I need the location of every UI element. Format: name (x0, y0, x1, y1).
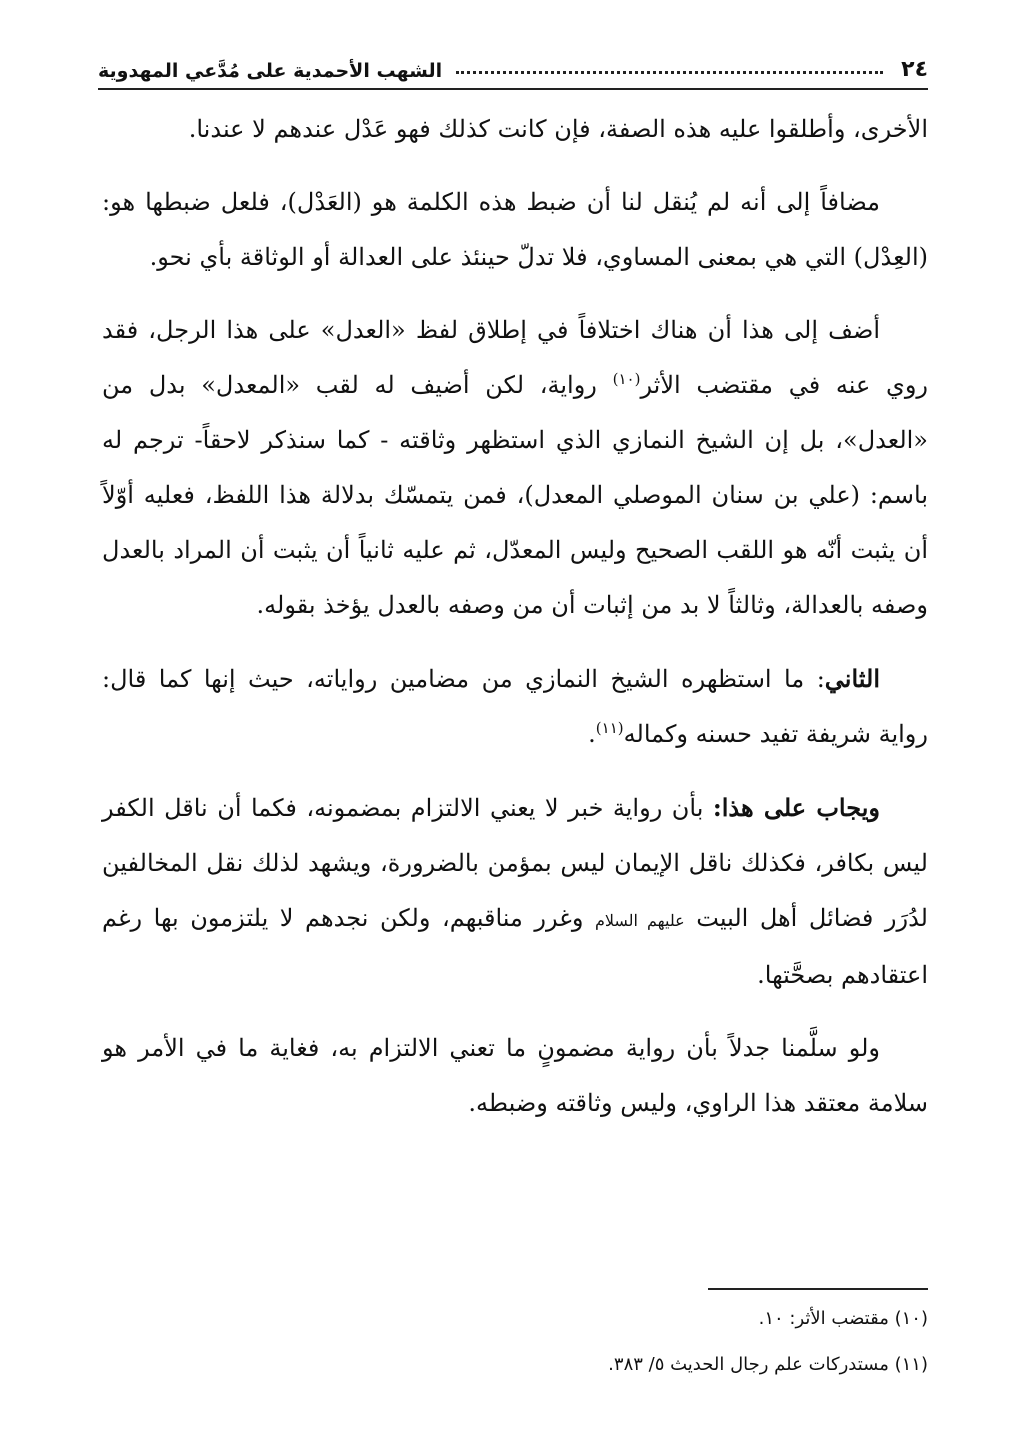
paragraph-text: بأن رواية خبر لا يعني الالتزام بمضمونه، فكما أن ناقل الكفر ليس بكافر، فكذلك ناقل الإيمان ليس بمؤمن بالضرورة، ويشهد لذلك نقل المخالفين لدُرَر فضائل أهل البيت (102, 794, 928, 932)
bold-term: ويجاب على هذا: (712, 793, 880, 822)
paragraph-5 (102, 780, 928, 1003)
footnote-ref-10[interactable]: (١٠) (612, 370, 641, 388)
bold-term: الثاني (824, 664, 881, 693)
body-text (102, 102, 928, 1149)
paragraph-text: وغرر مناقبهم، ولكن نجدهم لا يلتزمون بها رغم اعتقادهم بصحَّتها. (102, 904, 928, 989)
footnote-text: مستدركات علم رجال الحديث ٥/ ٣٨٣. (608, 1354, 889, 1375)
running-title: الشهب الأحمدية على مُدَّعي المهدوية (98, 60, 443, 82)
footnote-11 (102, 1342, 928, 1388)
paragraph-text: رواية، لكن أضيف له لقب «المعدل» بدل من «العدل»، بل إن الشيخ النمازي الذي استظهر وثاقته - كما سنذكر لاحقاً- ترجم له باسم: (علي بن سنان الموصلي المعدل)، فمن يتمسّك بدلالة هذا اللفظ، فعليه أوّلاً أن يثبت أنّه هو اللقب الصحيح وليس المعدّل، ثم عليه ثانياً أن يثبت أن المراد بالعدل وصفه بالعدالة، وثالثاً لا بد من إثبات أن من وصفه بالعدل يؤخذ بقوله. (102, 371, 928, 619)
footnote-number: (١١) (894, 1354, 928, 1375)
paragraph-text: . (588, 720, 596, 748)
footnote-number: (١٠) (894, 1308, 928, 1329)
page-number: ٢٤ (901, 57, 928, 82)
footnotes (102, 1296, 928, 1388)
paragraph-2 (102, 175, 928, 285)
paragraph-6 (102, 1021, 928, 1131)
paragraph-1 (102, 102, 928, 157)
header-dot-leader (456, 71, 883, 74)
paragraph-text: أضف إلى هذا أن هناك اختلافاً في إطلاق لفظ «العدل» على هذا الرجل، فقد روي عنه في مقتضب الأثر (102, 316, 929, 399)
paragraph-4 (102, 651, 928, 762)
running-header (98, 42, 928, 82)
footnote-10 (102, 1296, 928, 1342)
paragraph-text: مضافاً إلى أنه لم يُنقل لنا أن ضبط هذه الكلمة هو (العَدْل)، فلعل ضبطها هو: (العِدْل) التي هي بمعنى المساوي، فلا تدلّ حينئذ على العدالة أو الوثاقة بأي نحو. (102, 188, 928, 271)
footnote-ref-11[interactable]: (١١) (595, 719, 624, 737)
footnote-separator (708, 1288, 928, 1290)
paragraph-text: : ما استظهره الشيخ النمازي من مضامين رواياته، حيث إنها كما قال: رواية شريفة تفيد حسنه وكماله (102, 665, 928, 748)
paragraph-text: الأخرى، وأطلقوا عليه هذه الصفة، فإن كانت كذلك فهو عَدْل عندهم لا عندنا. (188, 115, 928, 143)
paragraph-3 (102, 303, 928, 633)
paragraph-text: ولو سلَّمنا جدلاً بأن رواية مضمونٍ ما تعني الالتزام به، فغاية ما في الأمر هو سلامة معتقد هذا الراوي، وليس وثاقته وضبطه. (102, 1034, 928, 1117)
salawat-symbol: عليهم السلام (594, 911, 685, 930)
header-rule (98, 88, 928, 90)
footnote-text: مقتضب الأثر: ١٠. (758, 1308, 889, 1329)
